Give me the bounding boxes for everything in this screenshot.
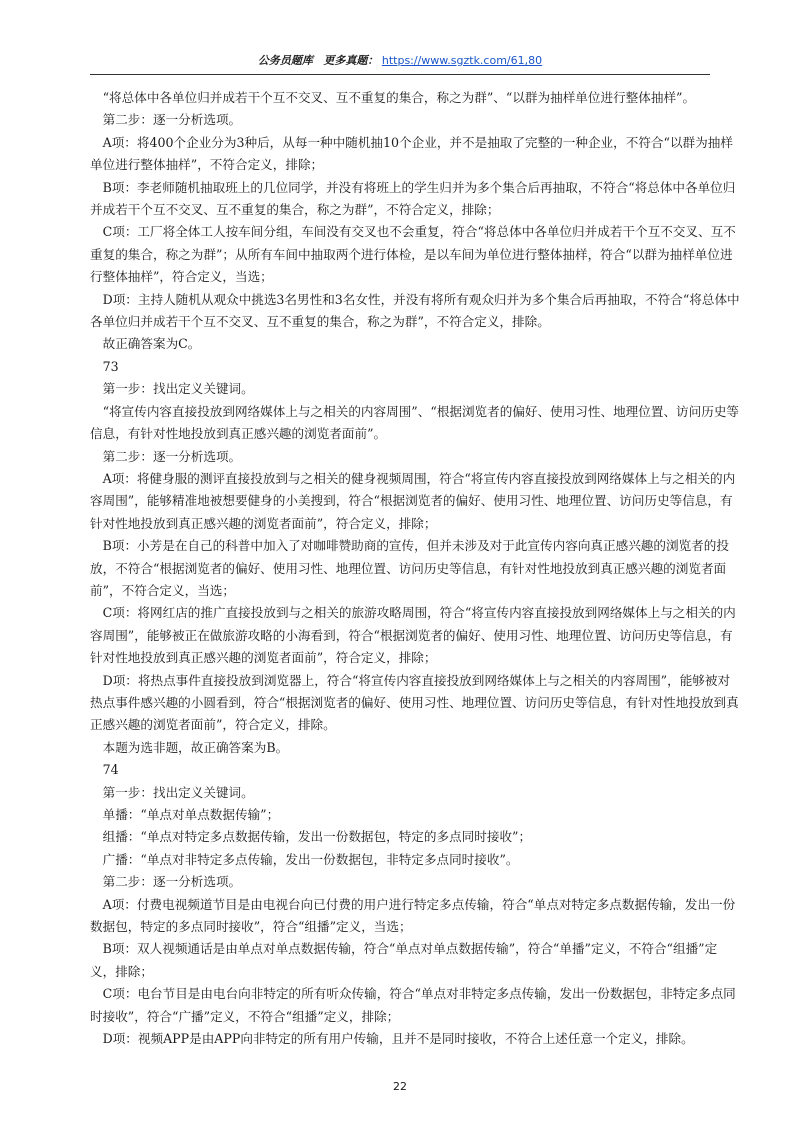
- paragraph: 故正确答案为C。: [102, 336, 201, 352]
- paragraph: D项：将热点事件直接投放到浏览器上，符合“将宣传内容直接投放到网络媒体上与之相关的内容周围”，能够被对热点事件感兴趣的小圆看到，符合“根据浏览者的偏好、使用习性、地理位置、访问历史等信息，有针对性地投放到真正感兴趣的浏览者面前”，符合定义，排除。: [90, 672, 739, 733]
- paragraph: C项：将网红店的推广直接投放到与之相关的旅游攻略周围，符合“将宣传内容直接投放到网络媒体上与之相关的内容周围”，能够被正在做旅游攻略的小海看到，符合“根据浏览者的偏好、使用习性、地理位置、访问历史等信息，有针对性地投放到真正感兴趣的浏览者面前”，符合定义，排除；: [90, 605, 736, 666]
- paragraph: “将宣传内容直接投放到网络媒体上与之相关的内容周围”、“根据浏览者的偏好、使用习性、地理位置、访问历史等信息，有针对性地投放到真正感兴趣的浏览者面前”。: [90, 403, 740, 442]
- paragraph: 本题为选非题，故正确答案为B。: [102, 739, 289, 755]
- paragraph: A项：付费电视频道节目是由电视台向已付费的用户进行特定多点传输，符合“单点对特定多点数据传输，发出一份数据包，特定的多点同时接收”，符合“组播”定义，当选；: [90, 896, 736, 935]
- paragraph: B项：李老师随机抽取班上的几位同学，并没有将班上的学生归并为多个集合后再抽取，不符合“将总体中各单位归并成若干个互不交叉、互不重复的集合，称之为群”，不符合定义，排除；: [90, 179, 736, 218]
- more-label: 更多真题：: [323, 54, 379, 67]
- header-link[interactable]: https://www.sgztk.com/61,80: [381, 54, 543, 67]
- paragraph: 第二步：逐一分析选项。: [102, 112, 242, 128]
- question-number: 74: [102, 762, 119, 778]
- header-divider: [90, 74, 710, 75]
- paragraph: B项：双人视频通话是由单点对单点数据传输，符合“单点对单点数据传输”，符合“单播”定义，不符合“组播”定义，排除；: [90, 941, 718, 979]
- paragraph: D项：视频APP是由APP向非特定的所有用户传输，且并不是同时接收，不符合上述任意一个定义，排除。: [102, 1031, 694, 1047]
- page-number: 22: [393, 1080, 407, 1093]
- paragraph: 单播：“单点对单点数据传输”；: [102, 807, 280, 822]
- site-brand: 公务员题库: [257, 54, 313, 67]
- question-number: 73: [102, 358, 119, 374]
- paragraph: 第一步：找出定义关键词。: [102, 381, 254, 397]
- paragraph: B项：小芳是在自己的科普中加入了对咖啡赞助商的宣传，但并未涉及对于此宣传内容向真正感兴趣的浏览者的投放，不符合“根据浏览者的偏好、使用习性、地理位置、访问历史等信息，有针对性地投放到真正感兴趣的浏览者面前”，不符合定义，当选；: [90, 538, 729, 598]
- paragraph: 广播：“单点对非特定多点传输，发出一份数据包，非特定多点同时接收”。: [102, 851, 519, 867]
- paragraph: 组播：“单点对特定多点数据传输，发出一份数据包，特定的多点同时接收”；: [102, 829, 532, 845]
- paragraph: 第二步：逐一分析选项。: [102, 448, 242, 464]
- page-header: [90, 52, 710, 68]
- paragraph: A项：将健身服的测评直接投放到与之相关的健身视频周围，符合“将宣传内容直接投放到网络媒体上与之相关的内容周围”，能够精准地被想要健身的小美搜到，符合“根据浏览者的偏好、使用习性、地理位置、访问历史等信息，有针对性地投放到真正感兴趣的浏览者面前”，符合定义，排除；: [90, 470, 736, 531]
- paragraph: 第一步：找出定义关键词。: [102, 784, 254, 800]
- paragraph: A项：将400个企业分为3种后，从每一种中随机抽10个企业，并不是抽取了完整的一种企业，不符合“以群为抽样单位进行整体抽样”，不符合定义，排除；: [90, 134, 733, 173]
- paragraph: D项：主持人随机从观众中挑选3名男性和3名女性，并没有将所有观众归并为多个集合后再抽取，不符合“将总体中各单位归并成若干个互不交叉、互不重复的集合，称之为群”，不符合定义，排除。: [90, 291, 740, 330]
- document-body: [90, 87, 742, 1050]
- paragraph: C项：工厂将全体工人按车间分组，车间没有交叉也不会重复，符合“将总体中各单位归并成若干个互不交叉、互不重复的集合，称之为群”；从所有车间中抽取两个进行体检，是以车间为单位进行整体抽样，符合“以群为抽样单位进行整体抽样”，符合定义，当选；: [90, 224, 736, 285]
- paragraph: C项：电台节目是由电台向非特定的所有听众传输，符合“单点对非特定多点传输，发出一份数据包，非特定多点同时接收”，符合“广播”定义，不符合“组播”定义，排除；: [90, 986, 736, 1024]
- paragraph: “将总体中各单位归并成若干个互不交叉、互不重复的集合，称之为群”、“以群为抽样单位进行整体抽样”。: [102, 90, 696, 105]
- paragraph: 第二步：逐一分析选项。: [102, 874, 242, 890]
